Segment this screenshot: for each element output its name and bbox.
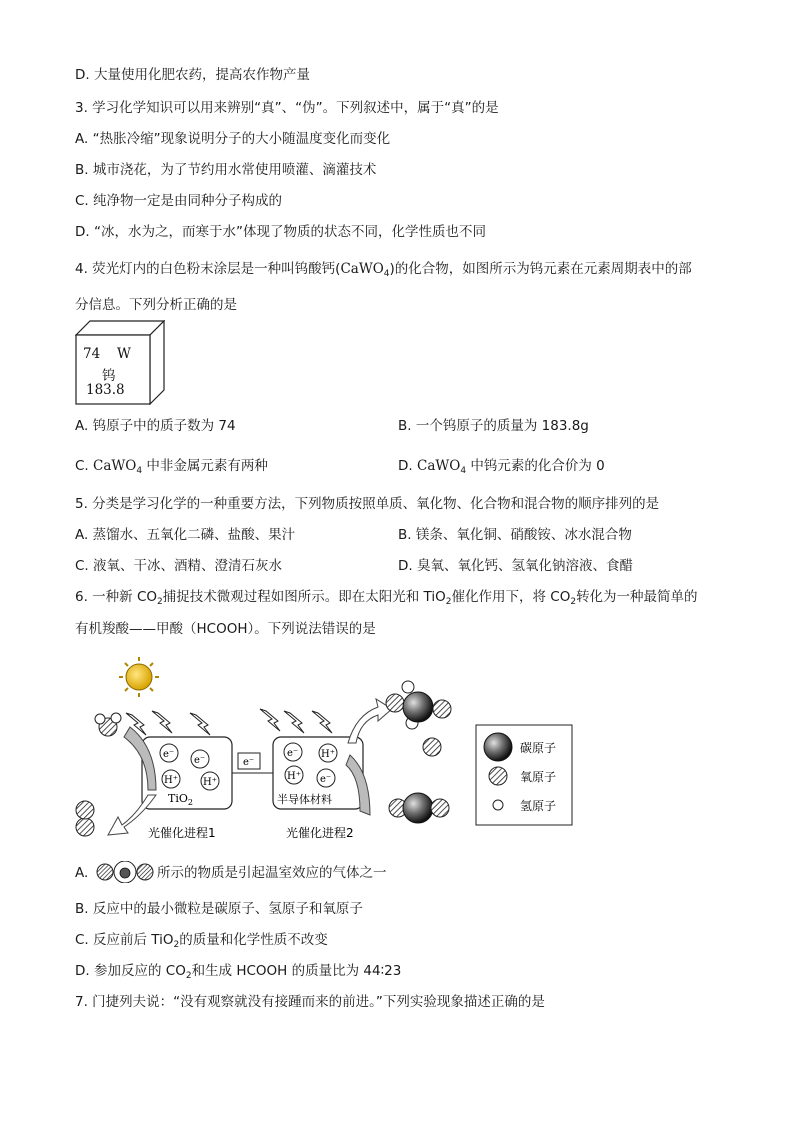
semiconductor-label: 半导体材料 <box>277 793 332 806</box>
q5-option-a: A. 蒸馏水、五氧化二磷、盐酸、果汁 <box>75 527 296 543</box>
q6-option-c: C. 反应前后 TiO$_2$的质量和化学性质不改变 <box>75 932 328 950</box>
q5-stem: 5. 分类是学习化学的一种重要方法，下列物质按照单质、氧化物、化合物和混合物的顺序排列的是 <box>75 496 660 512</box>
q6-stem-line2: 有机羧酸——甲酸（HCOOH）。下列说法错误的是 <box>75 621 376 637</box>
electron-label: e⁻ <box>194 755 206 766</box>
co2-molecule-left <box>76 801 94 836</box>
proton-label: H⁺ <box>321 749 335 760</box>
q4-stem-line1: 4. 荧光灯内的白色粉末涂层是一种叫钨酸钙(CaWO$_4$)的化合物，如图所示为钨元素在元素周期表中的部 <box>75 261 692 279</box>
co2-molecule-inline-icon <box>95 861 155 883</box>
q4-option-d: D. CaWO$_4$ 中钨元素的化合价为 0 <box>398 458 605 476</box>
q6-option-d: D. 参加反应的 $CO_2$和生成 HCOOH 的质量比为 44∶23 <box>75 963 402 981</box>
q5-option-b: B. 镁条、氧化铜、硝酸铵、冰水混合物 <box>398 527 632 543</box>
q2-option-d: D. 大量使用化肥农药，提高农作物产量 <box>75 67 310 83</box>
process1-label: 光催化进程1 <box>148 826 216 840</box>
q3-option-b: B. 城市浇花，为了节约用水常使用喷灌、滴灌技术 <box>75 162 377 178</box>
element-symbol: W <box>117 346 131 362</box>
q3-stem: 3. 学习化学知识可以用来辨别“真”、“伪”。下列叙述中，属于“真”的是 <box>75 100 499 116</box>
legend-oxygen-label: 氧原子 <box>520 770 557 784</box>
hcooh-molecule <box>386 681 451 756</box>
proton-label: H⁺ <box>287 771 301 782</box>
electron-label: e⁻ <box>320 774 332 785</box>
light-rays-2 <box>260 709 332 733</box>
light-rays-1 <box>126 711 210 735</box>
q6-stem-line1: 6. 一种新 $CO_2$捕捉技术微观过程如图所示。即在太阳光和 TiO$_2$催化作用下，将 $CO_2$转化为一种最简单的 <box>75 589 698 607</box>
element-atomic-number: 74 <box>83 346 101 362</box>
electron-label: e⁻ <box>243 757 255 768</box>
q7-stem: 7. 门捷列夫说：“没有观察就没有接踵而来的前进。”下列实验现象描述正确的是 <box>75 994 545 1010</box>
q6-option-a-label: A. <box>75 865 89 881</box>
element-atomic-mass: 183.8 <box>86 382 125 398</box>
electron-label: e⁻ <box>287 748 299 759</box>
sun-icon <box>119 657 159 697</box>
diagram-canvas <box>60 655 580 850</box>
arrow-out-2 <box>348 699 392 743</box>
q3-option-d: D. “冰，水为之，而寒于水”体现了物质的状态不同，化学性质也不同 <box>75 224 486 240</box>
periodic-table-cell <box>75 320 165 405</box>
proton-label: H⁺ <box>164 775 178 786</box>
q4-stem-line2: 分信息。下列分析正确的是 <box>75 297 237 313</box>
process2-label: 光催化进程2 <box>286 826 354 840</box>
q4-option-b: B. 一个钨原子的质量为 183.8g <box>398 418 589 434</box>
q5-option-c: C. 液氧、干冰、酒精、澄清石灰水 <box>75 558 283 574</box>
q4-option-a: A. 钨原子中的质子数为 74 <box>75 418 236 434</box>
water-molecule-left <box>95 713 121 736</box>
tio2-label: TiO$_2$ <box>168 792 193 807</box>
element-name: 钨 <box>102 368 116 384</box>
q6-option-a-text: 所示的物质是引起温室效应的气体之一 <box>157 865 387 881</box>
q6-option-b: B. 反应中的最小微粒是碳原子、氢原子和氧原子 <box>75 901 363 917</box>
co2-capture-diagram <box>60 655 580 850</box>
legend-carbon-label: 碳原子 <box>520 741 557 755</box>
q5-option-d: D. 臭氧、氧化钙、氢氧化钠溶液、食醋 <box>398 558 633 574</box>
q3-option-a: A. “热胀冷缩”现象说明分子的大小随温度变化而变化 <box>75 131 391 147</box>
co2-molecule-right <box>389 793 449 823</box>
q4-option-c: C. CaWO$_4$ 中非金属元素有两种 <box>75 458 268 476</box>
proton-label: H⁺ <box>203 777 217 788</box>
electron-label: e⁻ <box>163 749 175 760</box>
q3-option-c: C. 纯净物一定是由同种分子构成的 <box>75 193 283 209</box>
legend-hydrogen-label: 氢原子 <box>520 799 557 813</box>
